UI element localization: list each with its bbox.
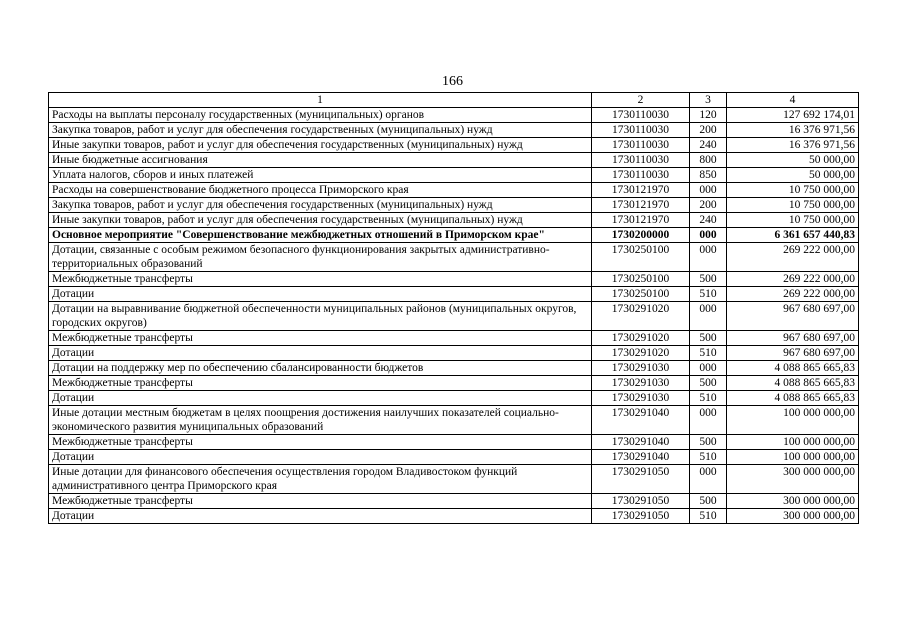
row-code-cell: 1730121970 [592, 183, 690, 198]
table-row [49, 272, 859, 287]
row-type-cell: 500 [690, 272, 727, 287]
row-amount-cell: 50 000,00 [727, 153, 859, 168]
row-amount-cell: 10 750 000,00 [727, 213, 859, 228]
row-code-cell: 1730291040 [592, 435, 690, 450]
row-code-cell: 1730291050 [592, 494, 690, 509]
row-name-cell: Межбюджетные трансферты [49, 494, 592, 509]
row-type-cell: 240 [690, 213, 727, 228]
row-type-cell: 000 [690, 406, 727, 435]
row-code-cell: 1730291050 [592, 509, 690, 524]
row-code-cell: 1730110030 [592, 123, 690, 138]
row-amount-cell: 127 692 174,01 [727, 108, 859, 123]
row-name-cell: Межбюджетные трансферты [49, 435, 592, 450]
row-name-cell: Иные дотации для финансового обеспечения осуществления городом Владивостоком функций административного центра Приморского края [49, 465, 592, 494]
row-amount-cell: 300 000 000,00 [727, 465, 859, 494]
row-type-cell: 500 [690, 494, 727, 509]
row-amount-cell: 967 680 697,00 [727, 331, 859, 346]
row-type-cell: 500 [690, 435, 727, 450]
row-type-cell: 240 [690, 138, 727, 153]
row-code-cell: 1730110030 [592, 138, 690, 153]
row-name-cell: Иные бюджетные ассигнования [49, 153, 592, 168]
row-code-cell: 1730121970 [592, 213, 690, 228]
table-row [49, 153, 859, 168]
row-amount-cell: 4 088 865 665,83 [727, 361, 859, 376]
column-header-type: 3 [690, 93, 727, 108]
table-row [49, 465, 859, 494]
row-name-cell: Дотации [49, 346, 592, 361]
budget-table [48, 92, 859, 524]
row-code-cell: 1730291030 [592, 376, 690, 391]
row-type-cell: 800 [690, 153, 727, 168]
row-amount-cell: 16 376 971,56 [727, 123, 859, 138]
row-amount-cell: 4 088 865 665,83 [727, 376, 859, 391]
row-type-cell: 000 [690, 243, 727, 272]
row-code-cell: 1730200000 [592, 228, 690, 243]
row-amount-cell: 100 000 000,00 [727, 435, 859, 450]
row-code-cell: 1730250100 [592, 272, 690, 287]
row-code-cell: 1730291040 [592, 406, 690, 435]
table-row [49, 406, 859, 435]
row-name-cell: Закупка товаров, работ и услуг для обеспечения государственных (муниципальных) нужд [49, 123, 592, 138]
table-row [49, 123, 859, 138]
row-name-cell: Межбюджетные трансферты [49, 272, 592, 287]
row-type-cell: 200 [690, 123, 727, 138]
row-code-cell: 1730250100 [592, 287, 690, 302]
row-amount-cell: 100 000 000,00 [727, 406, 859, 435]
row-name-cell: Дотации [49, 391, 592, 406]
row-type-cell: 850 [690, 168, 727, 183]
row-name-cell: Дотации [49, 450, 592, 465]
table-row [49, 168, 859, 183]
table-row [49, 108, 859, 123]
row-type-cell: 500 [690, 376, 727, 391]
row-amount-cell: 100 000 000,00 [727, 450, 859, 465]
row-amount-cell: 10 750 000,00 [727, 198, 859, 213]
row-name-cell: Расходы на совершенствование бюджетного процесса Приморского края [49, 183, 592, 198]
row-amount-cell: 4 088 865 665,83 [727, 391, 859, 406]
row-code-cell: 1730291020 [592, 331, 690, 346]
table-row [49, 509, 859, 524]
row-code-cell: 1730110030 [592, 153, 690, 168]
table-row [49, 435, 859, 450]
table-row [49, 198, 859, 213]
row-amount-cell: 6 361 657 440,83 [727, 228, 859, 243]
row-amount-cell: 10 750 000,00 [727, 183, 859, 198]
row-amount-cell: 967 680 697,00 [727, 302, 859, 331]
row-code-cell: 1730250100 [592, 243, 690, 272]
row-code-cell: 1730291030 [592, 391, 690, 406]
row-name-cell: Дотации [49, 509, 592, 524]
table-header-row [49, 93, 859, 108]
table-row [49, 376, 859, 391]
row-name-cell: Иные закупки товаров, работ и услуг для обеспечения государственных (муниципальных) нужд [49, 213, 592, 228]
row-type-cell: 000 [690, 302, 727, 331]
table-row [49, 361, 859, 376]
table-row [49, 287, 859, 302]
row-type-cell: 000 [690, 183, 727, 198]
row-code-cell: 1730291030 [592, 361, 690, 376]
row-type-cell: 510 [690, 391, 727, 406]
table-row [49, 494, 859, 509]
row-amount-cell: 16 376 971,56 [727, 138, 859, 153]
row-name-cell: Межбюджетные трансферты [49, 331, 592, 346]
row-type-cell: 510 [690, 509, 727, 524]
column-header-name: 1 [49, 93, 592, 108]
row-type-cell: 200 [690, 198, 727, 213]
table-row [49, 228, 859, 243]
row-name-cell: Межбюджетные трансферты [49, 376, 592, 391]
row-code-cell: 1730110030 [592, 108, 690, 123]
row-type-cell: 000 [690, 228, 727, 243]
table-body [49, 108, 859, 524]
table-row [49, 450, 859, 465]
row-type-cell: 000 [690, 465, 727, 494]
row-name-cell: Иные закупки товаров, работ и услуг для обеспечения государственных (муниципальных) нужд [49, 138, 592, 153]
table-row [49, 213, 859, 228]
row-name-cell: Иные дотации местным бюджетам в целях поощрения достижения наилучших показателей социально-экономического развития муниципальных образований [49, 406, 592, 435]
row-name-cell: Расходы на выплаты персоналу государственных (муниципальных) органов [49, 108, 592, 123]
table-row [49, 346, 859, 361]
table-row [49, 331, 859, 346]
row-code-cell: 1730291040 [592, 450, 690, 465]
row-type-cell: 120 [690, 108, 727, 123]
row-amount-cell: 50 000,00 [727, 168, 859, 183]
table-row [49, 138, 859, 153]
row-type-cell: 510 [690, 450, 727, 465]
row-code-cell: 1730291020 [592, 346, 690, 361]
row-code-cell: 1730291020 [592, 302, 690, 331]
row-name-cell: Дотации, связанные с особым режимом безопасного функционирования закрытых административно-территориальных образований [49, 243, 592, 272]
row-name-cell: Закупка товаров, работ и услуг для обеспечения государственных (муниципальных) нужд [49, 198, 592, 213]
table-row [49, 302, 859, 331]
table-row [49, 391, 859, 406]
row-type-cell: 510 [690, 287, 727, 302]
row-amount-cell: 300 000 000,00 [727, 494, 859, 509]
column-header-code: 2 [592, 93, 690, 108]
table-row [49, 243, 859, 272]
row-name-cell: Дотации на поддержку мер по обеспечению сбалансированности бюджетов [49, 361, 592, 376]
row-amount-cell: 269 222 000,00 [727, 243, 859, 272]
row-name-cell: Уплата налогов, сборов и иных платежей [49, 168, 592, 183]
row-type-cell: 500 [690, 331, 727, 346]
row-name-cell: Основное мероприятие "Совершенствование межбюджетных отношений в Приморском крае" [49, 228, 592, 243]
row-code-cell: 1730110030 [592, 168, 690, 183]
row-type-cell: 510 [690, 346, 727, 361]
row-name-cell: Дотации на выравнивание бюджетной обеспеченности муниципальных районов (муниципальных округов, городских округов) [49, 302, 592, 331]
column-header-amount: 4 [727, 93, 859, 108]
table-row [49, 183, 859, 198]
page-number: 166 [442, 74, 463, 89]
row-amount-cell: 967 680 697,00 [727, 346, 859, 361]
row-amount-cell: 300 000 000,00 [727, 509, 859, 524]
row-amount-cell: 269 222 000,00 [727, 272, 859, 287]
row-code-cell: 1730291050 [592, 465, 690, 494]
row-type-cell: 000 [690, 361, 727, 376]
row-code-cell: 1730121970 [592, 198, 690, 213]
row-name-cell: Дотации [49, 287, 592, 302]
row-amount-cell: 269 222 000,00 [727, 287, 859, 302]
